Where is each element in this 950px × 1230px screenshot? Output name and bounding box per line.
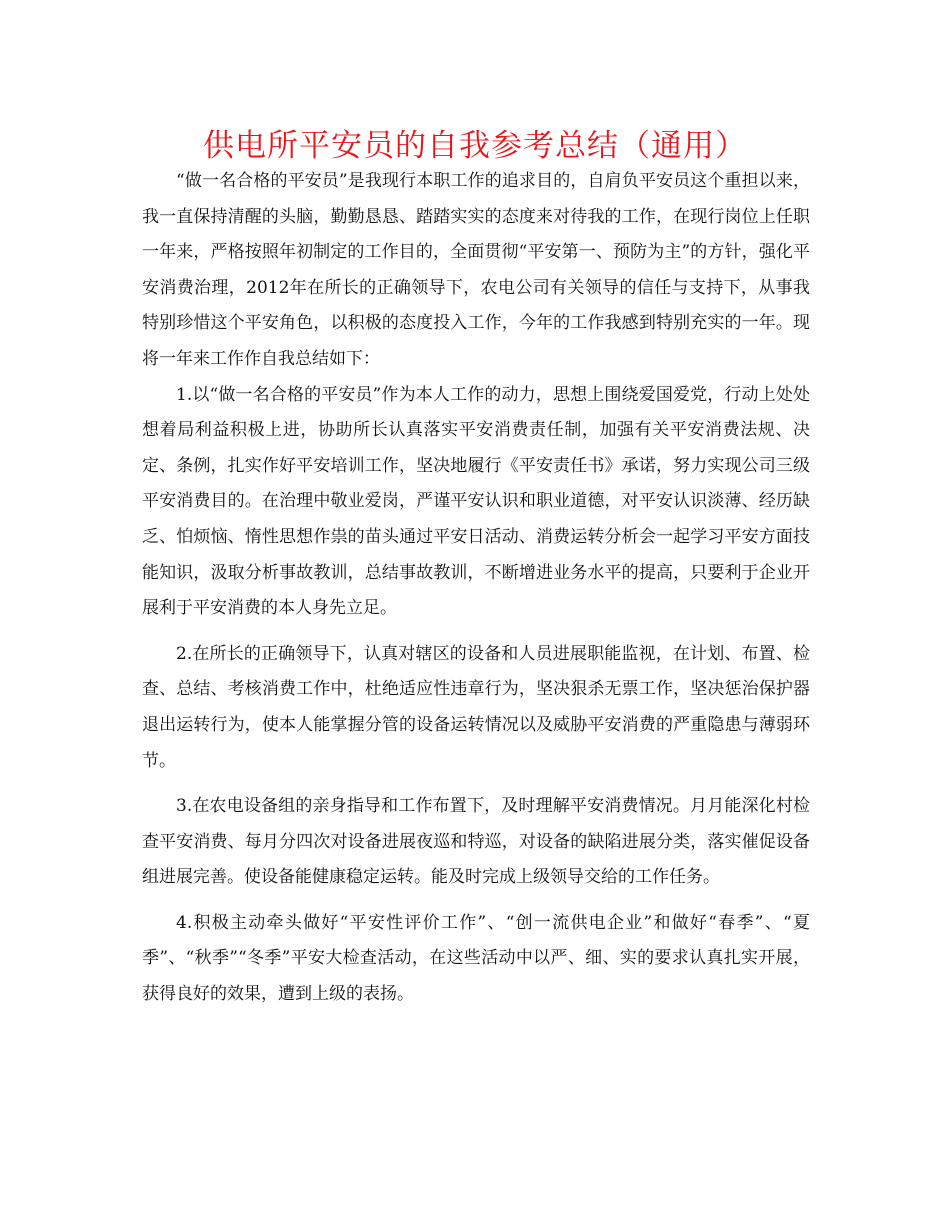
intro-paragraph: “做一名合格的平安员”是我现行本职工作的追求目的，自肩负平安员这个重担以来，我一直保持清醒的头脑，勤勤恳恳、踏踏实实的态度来对待我的工作，在现行岗位上任职一年来，严格按照年初制定的工作目的，全面贯彻“平安第一、预防为主”的方针，强化平安消费治理，2012年在所长的正确领导下，农电公司有关领导的信任与支持下，从事我特别珍惜这个平安角色，以积极的态度投入工作，今年的工作我感到特别充实的一年。现将一年来工作作自我总结如下： xyxy=(142,171,810,369)
document-title: 供电所平安员的自我参考总结（通用） xyxy=(203,128,747,164)
paragraph-item-3: 3.在农电设备组的亲身指导和工作布置下，及时理解平安消费情况。月月能深化村检查平安消费、每月分四次对设备进展夜巡和特巡，对设备的缺陷进展分类，落实催促设备组进展完善。使设备能健康稳定运转。能及时完成上级领导交给的工作任务。 xyxy=(142,796,810,888)
paragraph-item-2: 2.在所长的正确领导下，认真对辖区的设备和人员进展职能监视，在计划、布置、检查、总结、考核消费工作中，杜绝适应性违章行为，坚决狠杀无票工作，坚决惩治保护器退出运转行为，使本人能掌握分管的设备运转情况以及威胁平安消费的严重隐患与薄弱环节。 xyxy=(142,643,810,771)
document-body xyxy=(142,164,810,1013)
paragraph-item-4: 4.积极主动牵头做好“平安性评价工作”、“创一流供电企业”和做好“春季”、“夏季”、“秋季”“冬季”平安大检查活动，在这些活动中以严、细、实的要求认真扎实开展，获得良好的效果，遭到上级的表扬。 xyxy=(142,912,810,1005)
paragraph-item-1: 1.以“做一名合格的平安员”作为本人工作的动力，思想上围绕爱国爱党，行动上处处想着局利益积极上进，协助所长认真落实平安消费责任制，加强有关平安消费法规、决定、条例，扎实作好平安培训工作，坚决地履行《平安责任书》承诺，努力实现公司三级平安消费目的。在治理中敬业爱岗，严谨平安认识和职业道德，对平安认识淡薄、经历缺乏、怕烦恼、惰性思想作祟的苗头通过平安日活动、消费运转分析会一起学习平安方面技能知识，汲取分析事故教训，总结事故教训，不断增进业务水平的提高，只要利于企业开展利于平安消费的本人身先立足。 xyxy=(142,384,810,619)
